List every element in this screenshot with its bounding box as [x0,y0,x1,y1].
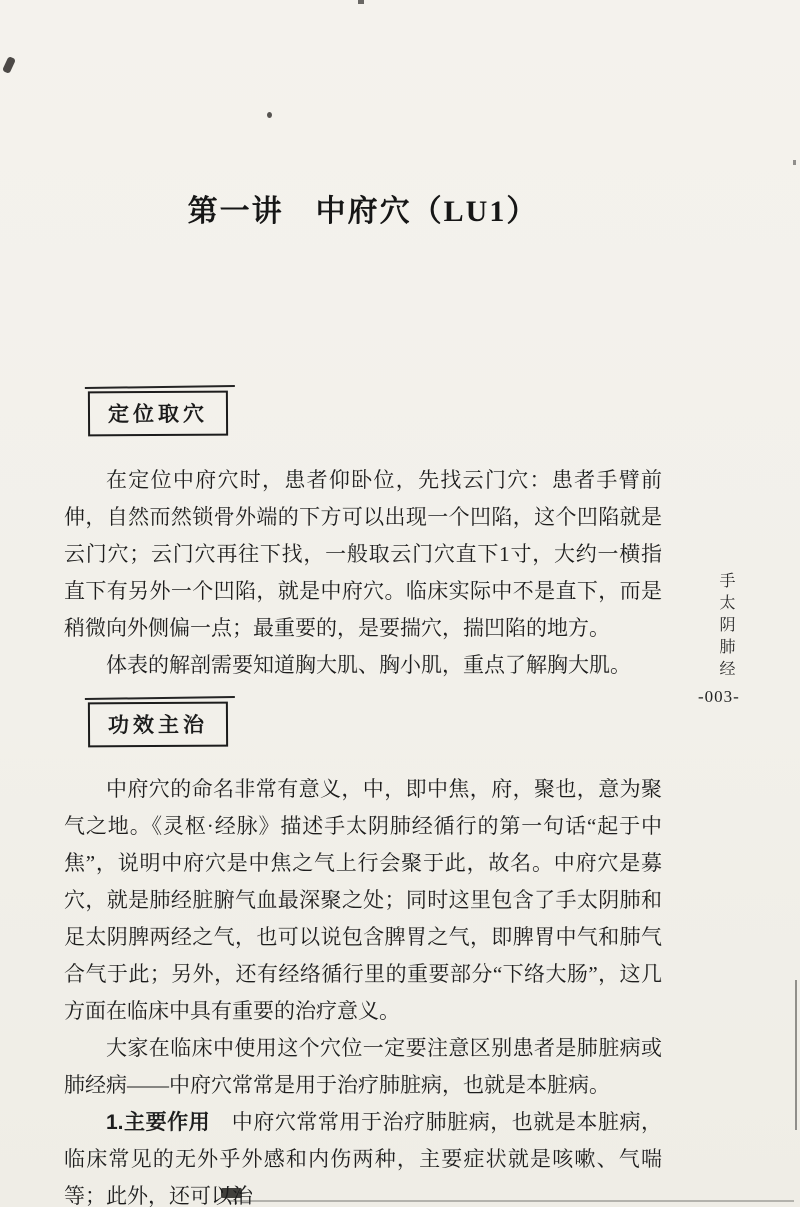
section-header-location [88,391,662,436]
section-label-location: 定位取穴 [88,391,228,437]
paragraph-text: 中府穴常常用于治疗肺脏病，也就是本脏病，临床常见的无外乎外感和内伤两种，主要症状就是咳嗽、气喘等；此外，还可以治 [64,1110,663,1207]
paragraph-bold-lead: 1.主要作用 [106,1111,211,1134]
scan-artifact [358,0,364,4]
paragraph-location-1: 在定位中府穴时，患者仰卧位，先找云门穴：患者手臂前伸，自然而然锁骨外端的下方可以出现一个凹陷，这个凹陷就是云门穴；云门穴再往下找，一般取云门穴直下1寸，大约一横指直下有另外一个凹陷，就是中府穴。临床实际中不是直下，而是稍微向外侧偏一点；最重要的，是要揣穴，揣凹陷的地方。 [64,468,662,640]
scan-artifact [2,56,16,74]
chapter-title: 第一讲 中府穴（LU1） [187,195,539,228]
paragraph-effects-2: 大家在临床中使用这个穴位一定要注意区别患者是肺脏病或肺经病——中府穴常常是用于治疗肺脏病，也就是本脏病。 [64,1036,662,1097]
section-label-effects: 功效主治 [88,702,228,748]
page-content [64,192,662,1207]
section-header-effects [88,702,662,747]
meridian-side-label: 手太阴肺经 [717,572,734,682]
scan-artifact [793,160,796,165]
paragraph-effects-1: 中府穴的命名非常有意义，中，即中焦，府，聚也，意为聚气之地。《灵枢·经脉》描述手太阴肺经循行的第一句话“起于中焦”，说明中府穴是中焦之气上行会聚于此，故名。中府穴是募穴，就是肺经脏腑气血最深聚之处；同时这里包含了手太阴肺和足太阴脾两经之气，也可以说包含脾胃之气，即脾胃中气和肺气合气于此；另外，还有经络循行里的重要部分“下络大肠”，这几方面在临床中具有重要的治疗意义。 [64,777,662,1023]
paragraph-location-2: 体表的解剖需要知道胸大肌、胸小肌，重点了解胸大肌。 [106,653,631,677]
scan-artifact [267,112,272,118]
page-number: -003- [698,687,740,706]
paragraph-effects-3 [64,1104,662,1207]
scan-artifact [795,980,797,1130]
